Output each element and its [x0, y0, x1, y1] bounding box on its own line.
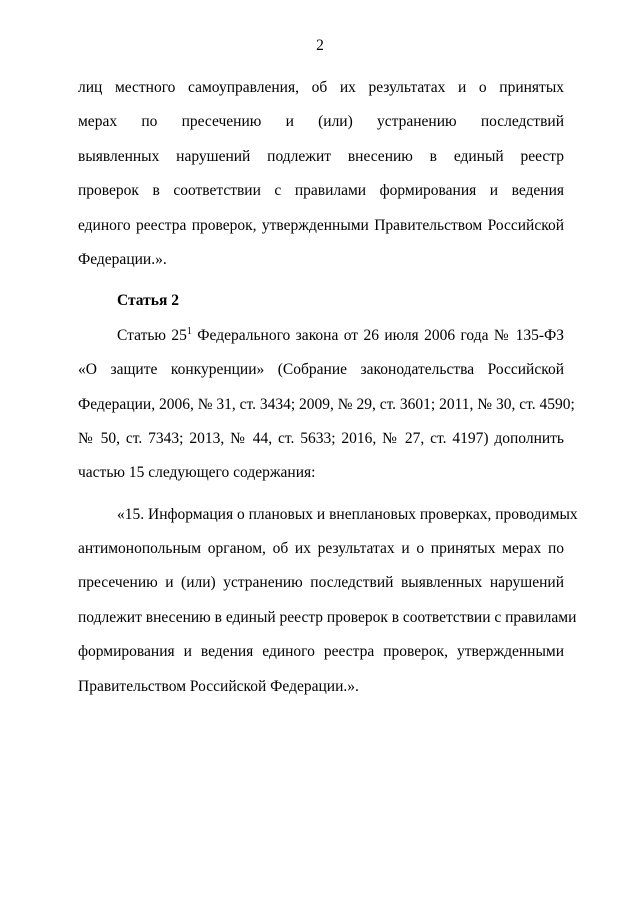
text-line: № 50, ст. 7343; 2013, № 44, ст. 5633; 2016, № 27, ст. 4197) дополнить [78, 429, 564, 447]
text-line: частью 15 следующего содержания: [78, 464, 316, 482]
text-line: Федерации, 2006, № 31, ст. 3434; 2009, № 29, ст. 3601; 2011, № 30, ст. 4590; [78, 395, 575, 413]
text-line: «15. Информация о плановых и внеплановых проверках, проводимых [117, 505, 578, 523]
text-fragment: Федерального закона от 26 июля 2006 года № 135-ФЗ [191, 326, 564, 344]
paragraph-quoted-text [78, 498, 578, 704]
superscript: 1 [186, 325, 192, 337]
page-number: 2 [316, 37, 324, 54]
text-line: единого реестра проверок, утвержденными Правительством Российской [78, 216, 564, 234]
text-line: «О защите конкуренции» (Собрание законодательства Российской [78, 361, 564, 379]
text-line: проверок в соответствии с правилами формирования и ведения [78, 182, 564, 200]
document-body [78, 71, 578, 704]
text-line: Правительством Российской Федерации.». [78, 677, 359, 695]
paragraph-amendment [78, 319, 575, 491]
text-line [78, 319, 564, 353]
text-line: мерах по пресечению и (или) устранению последствий [78, 113, 564, 131]
text-line: подлежит внесению в единый реестр проверок в соответствии с правилами [78, 608, 577, 626]
text-line: лиц местного самоуправления, об их результатах и о принятых [78, 79, 564, 96]
text-fragment: Статью 25 [117, 326, 187, 344]
text-line: Федерации.». [78, 250, 167, 268]
text-line: антимонопольным органом, об их результатах и о принятых мерах по [78, 540, 564, 558]
text-line: пресечению и (или) устранению последствий выявленных нарушений [78, 574, 564, 592]
text-line: формирования и ведения единого реестра проверок, утвержденными [78, 643, 564, 661]
paragraph-continuation [78, 71, 564, 277]
text-line: выявленных нарушений подлежит внесению в единый реестр [78, 147, 564, 165]
article-heading: Статья 2 [117, 292, 179, 310]
